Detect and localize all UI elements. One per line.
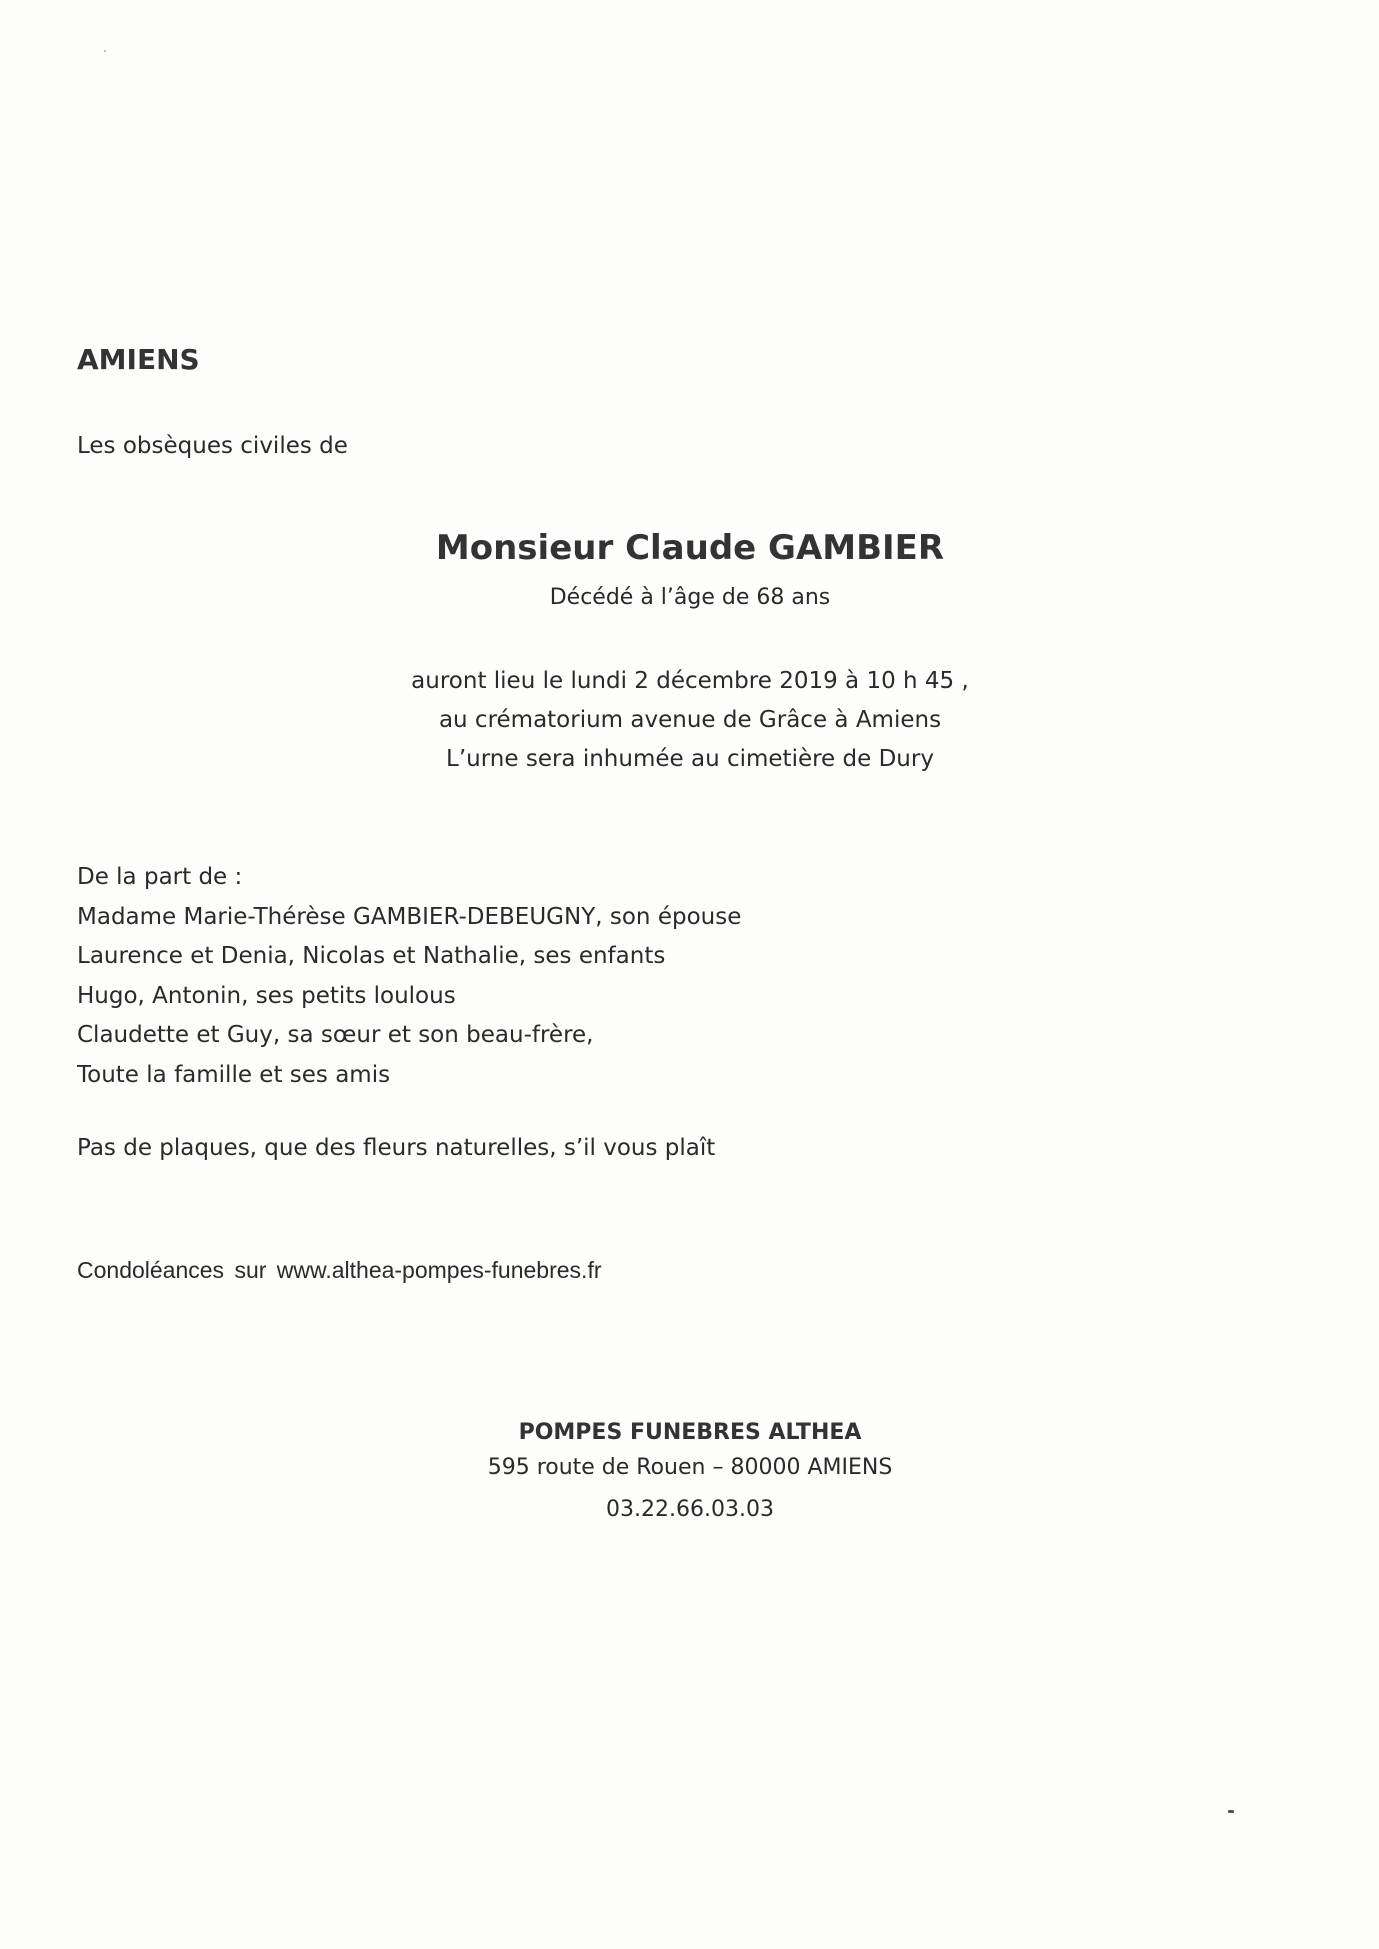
- scan-speck: [104, 50, 106, 52]
- company-name: POMPES FUNEBRES ALTHEA: [518, 1420, 862, 1445]
- condolences-line: Condoléances sur www.althea-pompes-funebres.fr: [77, 1257, 602, 1283]
- ceremony-details: [380, 662, 1000, 779]
- family-line: Hugo, Antonin, ses petits loulous: [77, 982, 456, 1009]
- ceremony-line-date: auront lieu le lundi 2 décembre 2019 à 10 h 45 ,: [411, 668, 969, 694]
- family-line: Madame Marie-Thérèse GAMBIER-DEBEUGNY, son épouse: [77, 903, 742, 930]
- family-list: [77, 858, 741, 1095]
- ceremony-line-urn: L’urne sera inhumée au cimetière de Dury: [446, 746, 934, 772]
- intro-text: Les obsèques civiles de: [77, 433, 348, 459]
- deceased-name: Monsieur Claude GAMBIER: [435, 528, 945, 568]
- scan-speck: [1228, 1810, 1234, 1813]
- family-line: Claudette et Guy, sa sœur et son beau-frère,: [77, 1022, 594, 1048]
- flowers-note: Pas de plaques, que des fleurs naturelles, s’il vous plaît: [77, 1135, 716, 1161]
- company-address: 595 route de Rouen – 80000 AMIENS: [487, 1455, 893, 1480]
- company-phone: 03.22.66.03.03: [606, 1497, 774, 1522]
- city-heading: AMIENS: [77, 343, 200, 376]
- deceased-age: Décédé à l’âge de 68 ans: [549, 585, 831, 610]
- family-line: De la part de :: [77, 864, 243, 890]
- family-line: Toute la famille et ses amis: [77, 1061, 391, 1088]
- family-line: Laurence et Denia, Nicolas et Nathalie, ses enfants: [77, 943, 666, 969]
- ceremony-line-place: au crématorium avenue de Grâce à Amiens: [438, 707, 942, 733]
